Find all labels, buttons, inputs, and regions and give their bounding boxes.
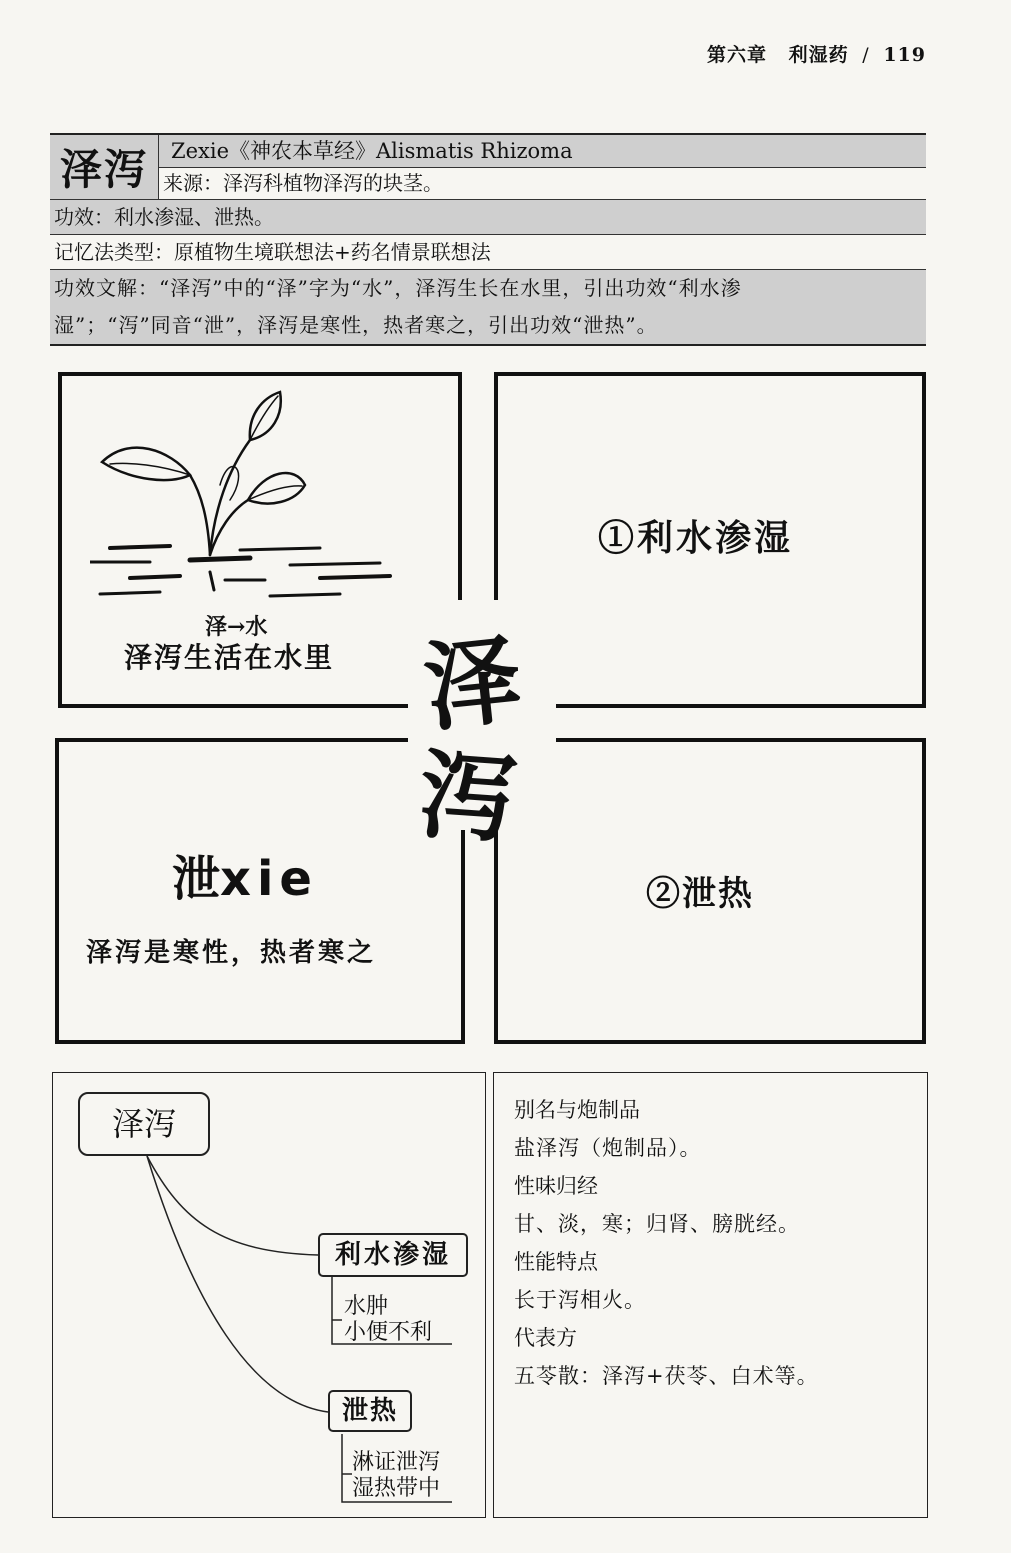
mind-map-item: 淋证泄泻 xyxy=(352,1450,441,1475)
herb-effect: 功效：利水渗湿、泄热。 xyxy=(50,200,926,235)
feature-value: 长于泻相火。 xyxy=(514,1288,646,1312)
formula-value: 五苓散：泽泻+茯苓、白术等。 xyxy=(514,1364,819,1388)
herb-info-table xyxy=(50,133,926,346)
explanation-line-1: 功效文解：“泽泻”中的“泽”字为“水”，泽泻生长在水里，引出功效“利水渗 xyxy=(54,276,742,300)
mind-map-item: 小便不利 xyxy=(344,1320,433,1345)
xie-title xyxy=(172,840,318,909)
alias-heading: 别名与炮制品 xyxy=(514,1098,640,1122)
feature-heading: 性能特点 xyxy=(514,1250,598,1274)
ze-to-water-label: 泽→水 xyxy=(205,614,268,640)
herb-source: 来源：泽泻科植物泽泻的块茎。 xyxy=(159,168,926,199)
mind-map-branch-diuresis: 利水渗湿 xyxy=(318,1233,468,1277)
xie-character: 泄 xyxy=(172,851,221,907)
plant-in-water-drawing xyxy=(90,390,410,610)
mind-map-branch-clear-heat: 泄热 xyxy=(328,1390,412,1432)
mind-map-root: 泽泻 xyxy=(78,1092,210,1156)
herb-latin-name: Zexie《神农本草经》Alismatis Rhizoma xyxy=(159,135,926,168)
effect-explanation xyxy=(50,270,926,344)
chapter-label: 第六章 xyxy=(707,44,768,66)
mind-map-item: 水肿 xyxy=(344,1294,389,1319)
effect-1-label: ①利水渗湿 xyxy=(598,517,794,559)
calligraphy-char-2: 泻 xyxy=(415,737,520,858)
cold-nature-caption: 泽泻是寒性，热者寒之 xyxy=(86,938,377,968)
nature-heading: 性味归经 xyxy=(514,1174,598,1198)
memory-method: 记忆法类型：原植物生境联想法+药名情景联想法 xyxy=(50,235,926,270)
xie-pinyin: xie xyxy=(220,851,318,907)
explanation-line-2: 湿”；“泻”同音“泄”，泽泻是寒性，热者寒之，引出功效“泄热”。 xyxy=(54,313,658,337)
herb-name: 泽泻 xyxy=(50,135,159,199)
habitat-caption: 泽泻生活在水里 xyxy=(124,641,335,674)
calligraphy-char-1: 泽 xyxy=(419,622,527,745)
section-label: 利湿药 xyxy=(788,44,849,66)
alias-value: 盐泽泻（炮制品）。 xyxy=(514,1136,702,1160)
mind-map-branch-1-items xyxy=(344,1294,432,1346)
details-panel xyxy=(493,1072,928,1518)
page-header xyxy=(0,40,926,67)
header-separator: / xyxy=(862,44,870,66)
nature-value: 甘、淡，寒；归肾、膀胱经。 xyxy=(514,1212,800,1236)
mind-map-branch-2-items xyxy=(352,1450,440,1502)
formula-heading: 代表方 xyxy=(514,1326,577,1350)
effect-2-label: ②泄热 xyxy=(646,874,754,914)
mind-map-item: 湿热带中 xyxy=(352,1476,441,1501)
page-number: 119 xyxy=(883,44,926,66)
